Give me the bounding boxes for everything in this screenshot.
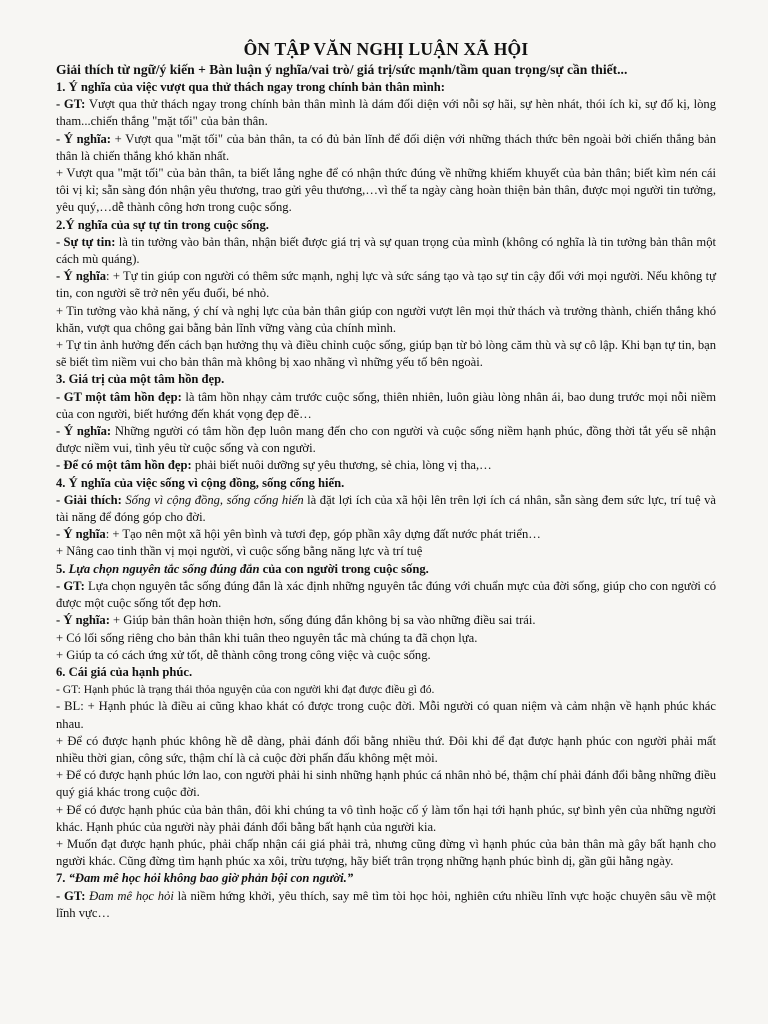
section-line [56,234,716,268]
line-text: + Để có được hạnh phúc của bản thân, đôi khi chúng ta vô tình hoặc cố ý làm tổn hại tới hạnh phúc, sự bình yên của những người khác. Hạnh phúc của người này phải đánh đổi bằng bất hạnh của người kia. [56,802,716,834]
line-bullet: - [56,458,64,473]
line-text: + Nâng cao tinh thần vị mọi người, vì cuộc sống bằng năng lực và trí tuệ [56,544,423,559]
section-5 [56,561,716,664]
section-line [56,888,716,922]
line-label: GT một tâm hồn đẹp: [63,389,182,404]
section-line [56,165,716,217]
line-label: Ý nghĩa: [63,613,110,628]
line-text: + Giúp ta có cách ứng xử tốt, dễ thành công trong công việc và cuộc sống. [56,647,431,662]
section-line [56,802,716,836]
section-title [56,79,716,96]
section-title-text: 4. Ý nghĩa của việc sống vì cộng đồng, sống cống hiến. [56,475,345,490]
document-page [56,38,716,922]
line-bullet: - [56,527,64,542]
section-2 [56,217,716,372]
line-text: + Vượt qua "mặt tối" của bản thân, ta có đủ bản lĩnh để đối diện với những thách thức bên ngoài bởi chiến thắng bản thân là chiến thắng khó khăn nhất. [56,131,717,163]
section-line [56,836,716,870]
line-text: + Có lối sống riêng cho bản thân khi tuân theo nguyên tắc mà chúng ta đã chọn lựa. [56,630,478,645]
section-4 [56,475,716,561]
line-text: - BL: + Hạnh phúc là điều ai cũng khao khát có được trong cuộc đời. Mỗi người có quan niệm và cảm nhận về hạnh phúc khác nhau. [56,699,716,731]
line-label: GT: [63,888,86,903]
section-line [56,698,716,732]
section-line [56,303,716,337]
section-line [56,733,716,767]
line-label: GT: [63,578,85,593]
line-bullet: - [56,613,64,628]
line-text: là đặt lợi ích của xã hội lên trên lợi ích cá nhân, sẵn sàng đem sức lực, trí tuệ và tài năng để đóng góp cho đời. [56,492,716,525]
line-label: Giải thích: [63,492,122,507]
line-text: + Tin tưởng vào khả năng, ý chí và nghị lực của bản thân giúp con người vượt lên mọi thử thách và trưởng thành, chiến thắng khó khăn, vượt qua chông gai bằng bản lĩnh vững vàng của chính mình. [56,303,716,335]
line-label: Ý nghĩa: [63,131,111,146]
line-text: + Giúp bản thân hoàn thiện hơn, sống đúng đắn không bị sa vào những điều sai trái. [109,613,536,628]
line-bullet: - [56,888,64,903]
section-title [56,664,716,681]
section-3 [56,371,716,474]
line-text: Vượt qua thử thách ngay trong chính bản thân mình là dám đối diện với nỗi sợ hãi, sự hèn nhát, thói ích kỉ, sự đố kị, lòng tham...chiến thắng "mặt tối" của bản thân. [56,97,716,129]
section-title [56,561,716,578]
line-bullet: - [56,424,64,439]
section-line [56,767,716,801]
line-text: Những người có tâm hồn đẹp luôn mang đến cho con người và cuộc sống niềm hạnh phúc, đồng thời tắt yếu sẽ nhận được niềm vui, tình yêu từ cuộc sống và con người. [56,424,717,456]
section-1 [56,79,716,217]
section-line [56,96,716,130]
section-line [56,543,716,560]
line-text: Lựa chọn nguyên tắc sống đúng đắn là xác định những nguyên tắc đúng với chuẩn mực của đời sống, giúp cho con người có được một cuộc sống tốt đẹp hơn. [56,578,716,611]
section-line [56,423,716,457]
section-line [56,647,716,664]
line-text: - GT: Hạnh phúc là trạng thái thỏa nguyện của con người khi đạt được điều gì đó. [56,683,435,697]
section-title-text: 3. Giá trị của một tâm hồn đẹp. [56,372,225,387]
document-subtitle: Giải thích từ ngữ/ý kiến + Bàn luận ý nghĩa/vai trò/ giá trị/sức mạnh/tầm quan trọng/sự cần thiết... [56,62,628,77]
document-sections [56,79,716,922]
section-line [56,457,716,474]
section-line [56,630,716,647]
line-bullet: - [56,131,64,146]
section-title-prefix: 5. [56,561,69,576]
line-bullet: - [56,234,64,249]
line-text: là niềm hứng khởi, yêu thích, say mê tìm tòi học hỏi, nghiên cứu nhiều lĩnh vực hoặc chuyên sâu về một lĩnh vực… [56,888,717,920]
section-title-text: 6. Cái giá của hạnh phúc. [56,664,193,679]
section-line [56,268,716,302]
section-title [56,475,716,492]
section-7 [56,870,716,922]
line-bullet: - [56,97,64,112]
section-line [56,526,716,543]
line-label: Để có một tâm hồn đẹp: [63,458,192,473]
line-text: + Vượt qua "mặt tối" của bản thân, ta biết lắng nghe để có nhận thức đúng về những khiếm khuyết của bản thân; biết kìm nén cái tôi vị kỉ; sẵn sàng đón nhận yêu thương, trao gửi yêu thương,…vì thế ta ngày càng hoàn thiện bản thân, được mọi người tin tưởng, yêu quý,…dễ thành công hơn trong cuộc sống. [56,166,716,215]
line-text: là tin tưởng vào bản thân, nhận biết được giá trị và sự quan trọng của mình (không có nghĩa là tin tưởng bản thân một cách mù quáng). [56,234,716,267]
section-title-text: 2.Ý nghĩa của sự tự tin trong cuộc sống. [56,217,269,232]
line-text: phải biết nuôi dưỡng sự yêu thương, sẻ chia, lòng vị tha,… [191,458,492,473]
section-line [56,612,716,629]
line-label: Ý nghĩa [63,527,106,542]
line-label: Ý nghĩa: [63,424,112,439]
section-title [56,870,716,887]
line-text: là tâm hồn nhạy cảm trước cuộc sống, thiên nhiên, luôn giàu lòng nhân ái, bao dung trước mọi nỗi niềm của con người, biết hướng đến khát vọng đẹp đẽ… [56,389,716,421]
line-italic-term: Đam mê học hỏi [85,888,174,903]
section-line [56,389,716,423]
section-title [56,371,716,388]
line-label: GT: [63,97,86,112]
line-label: Ý nghĩa [63,269,107,284]
section-title-text: của con người trong cuộc sống. [259,561,429,576]
line-bullet: - [56,578,64,593]
section-title-italic: Lựa chọn nguyên tắc sống đúng đắn [68,561,260,576]
line-text: + Muốn đạt được hạnh phúc, phải chấp nhận cái giá phải trả, nhưng cũng đừng vì hạnh phúc của bản thân mà gây bất hạnh cho người khác. Cũng đừng tìm hạnh phúc xa xôi, trừu tượng, hãy biết trân trọng những hạnh phúc bình dị, gần gũi hằng ngày. [56,836,716,869]
line-text: + Để có được hạnh phúc lớn lao, con người phải hi sinh những hạnh phúc cá nhân nhỏ bé, thậm chí phải đánh đổi bằng những điều quý giá khác trong cuộc đời. [56,768,716,800]
line-bullet: - [56,389,64,404]
section-line [56,492,716,526]
line-italic-term: Sống vì cộng đồng, sống cống hiến [121,492,304,507]
section-title-prefix: 7. [56,871,69,886]
line-text: + Để có được hạnh phúc không hề dễ dàng, phải đánh đổi bằng nhiều thứ. Đôi khi để đạt được hạnh phúc con người phải mất nhiều thời gian, công sức, thậm chí là cả cuộc đời phấn đấu không mệt mỏi. [56,733,716,765]
line-label: Sự tự tin: [63,234,116,249]
section-line [56,578,716,612]
section-title-text: 1. Ý nghĩa của việc vượt qua thử thách ngay trong chính bản thân mình: [56,80,445,94]
section-title-italic: “Đam mê học hỏi không bao giờ phản bội con người.” [68,871,354,886]
line-bullet: - [56,269,64,284]
section-title [56,217,716,234]
line-text: + Tự tin ảnh hưởng đến cách bạn hưởng thụ và điều chỉnh cuộc sống, giúp bạn từ bỏ lòng căm thù và sự cô lập. Khi bạn tự tin, bạn sẽ biết tìm niềm vui cho bản thân mà không bị xao nhãng vì những yếu tố bên ngoài. [56,338,716,370]
line-text: : + Tự tin giúp con người có thêm sức mạnh, nghị lực và sức sáng tạo và tạo sự tin cậy đối với mọi người. Nếu không tự tin, con người sẽ trở nên yếu đuối, bé nhỏ. [56,269,716,301]
section-line [56,337,716,371]
document-title: ÔN TẬP VĂN NGHỊ LUẬN XÃ HỘI [243,39,529,59]
line-text: : + Tạo nên một xã hội yên bình và tươi đẹp, góp phần xây dựng đất nước phát triển… [105,527,541,542]
line-bullet: - [56,492,64,507]
section-6 [56,664,716,870]
section-line [56,131,716,165]
section-line [56,681,716,698]
